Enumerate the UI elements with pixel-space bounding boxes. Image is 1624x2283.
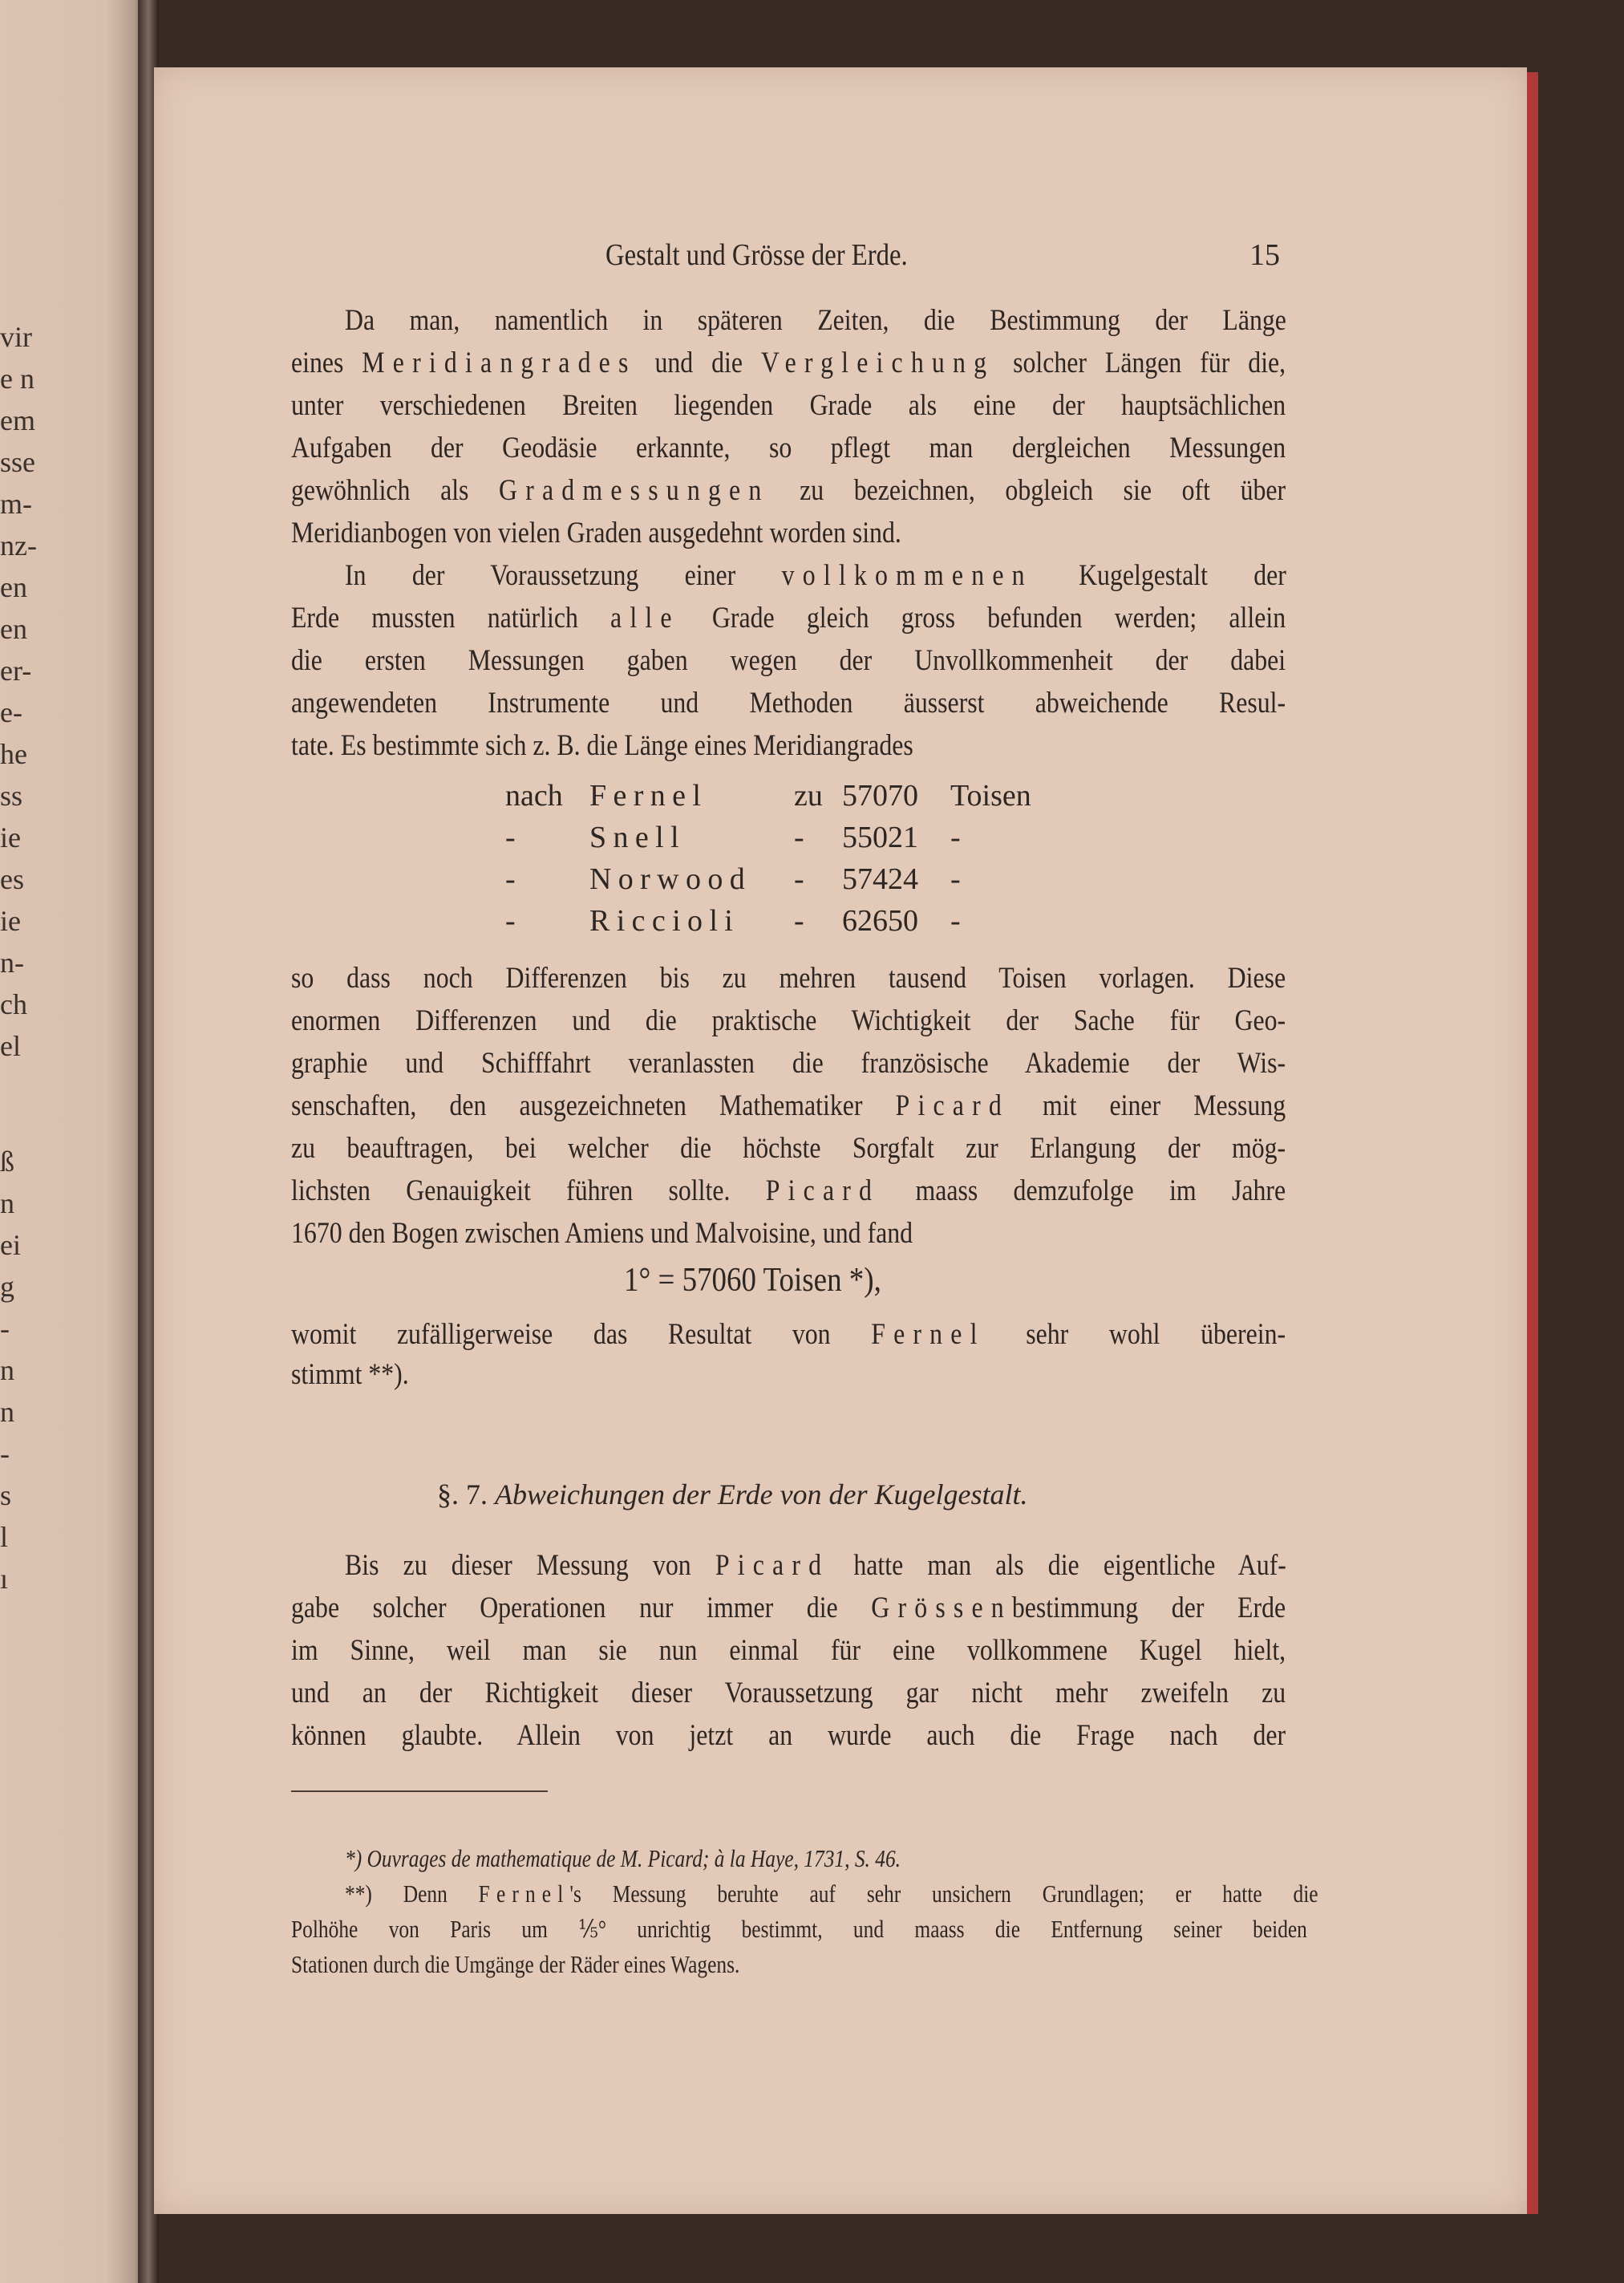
- facing-page-fragment: he: [0, 738, 27, 770]
- facing-page-fragment: vir: [0, 321, 32, 353]
- facing-page-fragment: n-: [0, 947, 24, 979]
- facing-page-fragment: -: [0, 1438, 10, 1470]
- paragraph-line: stimmt **).: [291, 1358, 409, 1391]
- paragraph-line: Da man, namentlich in späteren Zeiten, die Bestimmung der Länge: [345, 304, 1286, 337]
- paragraph-line: können glaubte. Allein von jetzt an wurde auch die Frage nach der: [291, 1719, 1286, 1752]
- measurement-zu: -: [794, 862, 804, 896]
- paragraph-line: Aufgaben der Geodäsie erkannte, so pflegt man dergleichen Messungen: [291, 432, 1286, 464]
- facing-page-fragment: ie: [0, 905, 21, 937]
- facing-page-fragment: nz-: [0, 529, 37, 562]
- facing-page-fragment: l: [0, 1521, 9, 1553]
- facing-page-fragment: ss: [0, 780, 23, 812]
- paragraph-line: 1670 den Bogen zwischen Amiens und Malvoisine, und fand: [291, 1217, 913, 1250]
- measurement-value: 55021: [842, 821, 918, 854]
- measurement-zu: zu: [794, 779, 823, 813]
- facing-page-fragment: m-: [0, 488, 32, 520]
- measurement-name: Norwood: [589, 862, 752, 896]
- measurement-unit: -: [950, 862, 961, 896]
- facing-page-fragment: n: [0, 1396, 14, 1428]
- paragraph-line: Erde mussten natürlich alle Grade gleich gross befunden werden; allein: [291, 602, 1286, 635]
- facing-page-fragment: e-: [0, 696, 22, 728]
- facing-page-fragment: ch: [0, 988, 27, 1020]
- measurement-name: Fernel: [589, 779, 708, 813]
- page-number: 15: [1249, 238, 1280, 272]
- facing-page-fragment: -: [0, 1312, 10, 1344]
- measurement-unit: -: [950, 904, 961, 938]
- paragraph-line: womit zufälligerweise das Resultat von Fernel sehr wohl überein-: [291, 1318, 1286, 1351]
- measurement-unit: Toisen: [950, 779, 1031, 813]
- facing-page-fragment: er-: [0, 655, 32, 687]
- footnote-line: **) Denn Fernel's Messung beruhte auf sehr unsichern Grundlagen; er hatte die: [345, 1880, 1318, 1908]
- section-title: Abweichungen der Erde von der Kugelgestalt.: [495, 1478, 1028, 1511]
- facing-page-fragment: ß: [0, 1146, 14, 1178]
- paragraph-line: gewöhnlich als Gradmessungen zu bezeichnen, obgleich sie oft über: [291, 474, 1286, 507]
- paragraph-line: enormen Differenzen und die praktische Wichtigkeit der Sache für Geo-: [291, 1004, 1286, 1037]
- paragraph-line: tate. Es bestimmte sich z. B. die Länge eines Meridiangrades: [291, 729, 913, 762]
- footnote-line: *) Ouvrages de mathematique de M. Picard; à la Haye, 1731, S. 46.: [345, 1844, 901, 1872]
- measurement-value: 57424: [842, 862, 918, 896]
- measurement-name: Riccioli: [589, 904, 740, 938]
- facing-page-fragment: n: [0, 1187, 14, 1219]
- running-header: Gestalt und Grösse der Erde.: [605, 238, 908, 272]
- facing-page-fragment: g: [0, 1271, 14, 1303]
- facing-page-fragment: ie: [0, 821, 21, 854]
- paragraph-line: zu beauftragen, bei welcher die höchste Sorgfalt zur Erlangung der mög-: [291, 1132, 1286, 1165]
- facing-page-fragment: en: [0, 571, 27, 603]
- facing-page-fragment: sse: [0, 446, 35, 478]
- facing-page-fragment: el: [0, 1030, 21, 1062]
- measurement-prefix: -: [505, 862, 516, 896]
- measurement-name: Snell: [589, 821, 686, 854]
- section-heading: [437, 1478, 1028, 1511]
- facing-page-fragment: e n: [0, 363, 34, 395]
- paragraph-line: In der Voraussetzung einer vollkommenen Kugelgestalt der: [345, 559, 1286, 592]
- section-number: §. 7.: [437, 1478, 495, 1511]
- facing-page-fragment: n: [0, 1354, 14, 1386]
- paragraph-line: angewendeten Instrumente und Methoden äusserst abweichende Resul-: [291, 687, 1286, 720]
- paragraph-line: und an der Richtigkeit dieser Voraussetzung gar nicht mehr zweifeln zu: [291, 1677, 1286, 1709]
- paragraph-line: graphie und Schifffahrt veranlassten die französische Akademie der Wis-: [291, 1047, 1286, 1080]
- measurement-value: 62650: [842, 904, 918, 938]
- footnote-line: Stationen durch die Umgänge der Räder eines Wagens.: [291, 1950, 740, 1978]
- facing-page-fragment: ei: [0, 1229, 21, 1261]
- page-edge: [1527, 72, 1538, 2214]
- paragraph-line: gabe solcher Operationen nur immer die Grössenbestimmung der Erde: [291, 1592, 1286, 1624]
- paragraph-line: im Sinne, weil man sie nun einmal für eine vollkommene Kugel hielt,: [291, 1634, 1286, 1667]
- paragraph-line: senschaften, den ausgezeichneten Mathematiker Picard mit einer Messung: [291, 1089, 1286, 1122]
- measurement-prefix: nach: [505, 779, 563, 813]
- paragraph-line: eines Meridiangrades und die Vergleichung solcher Längen für die,: [291, 347, 1286, 379]
- measurement-prefix: -: [505, 904, 516, 938]
- facing-page-fragment: es: [0, 863, 24, 895]
- footnote-rule: [291, 1790, 548, 1792]
- footnote-line: Polhöhe von Paris um ⅕° unrichtig bestimmt, und maass die Entfernung seiner beiden: [291, 1915, 1307, 1943]
- facing-page-fragment: ı: [0, 1563, 9, 1595]
- paragraph-line: die ersten Messungen gaben wegen der Unvollkommenheit der dabei: [291, 644, 1286, 677]
- paragraph-line: unter verschiedenen Breiten liegenden Grade als eine der hauptsächlichen: [291, 389, 1286, 422]
- facing-page-fragment: en: [0, 613, 27, 645]
- measurement-zu: -: [794, 821, 804, 854]
- measurement-zu: -: [794, 904, 804, 938]
- formula: 1° = 57060 Toisen *),: [624, 1262, 881, 1299]
- facing-page-edge: [0, 0, 152, 2283]
- paragraph-line: Bis zu dieser Messung von Picard hatte man als die eigentliche Auf-: [345, 1549, 1286, 1582]
- measurement-value: 57070: [842, 779, 918, 813]
- facing-page-fragment: em: [0, 404, 35, 436]
- paragraph-line: so dass noch Differenzen bis zu mehren tausend Toisen vorlagen. Diese: [291, 962, 1286, 995]
- paragraph-line: lichsten Genauigkeit führen sollte. Picard maass demzufolge im Jahre: [291, 1174, 1286, 1207]
- measurement-prefix: -: [505, 821, 516, 854]
- facing-page-fragment: s: [0, 1479, 12, 1511]
- paragraph-line: Meridianbogen von vielen Graden ausgedehnt worden sind.: [291, 517, 901, 549]
- measurement-unit: -: [950, 821, 961, 854]
